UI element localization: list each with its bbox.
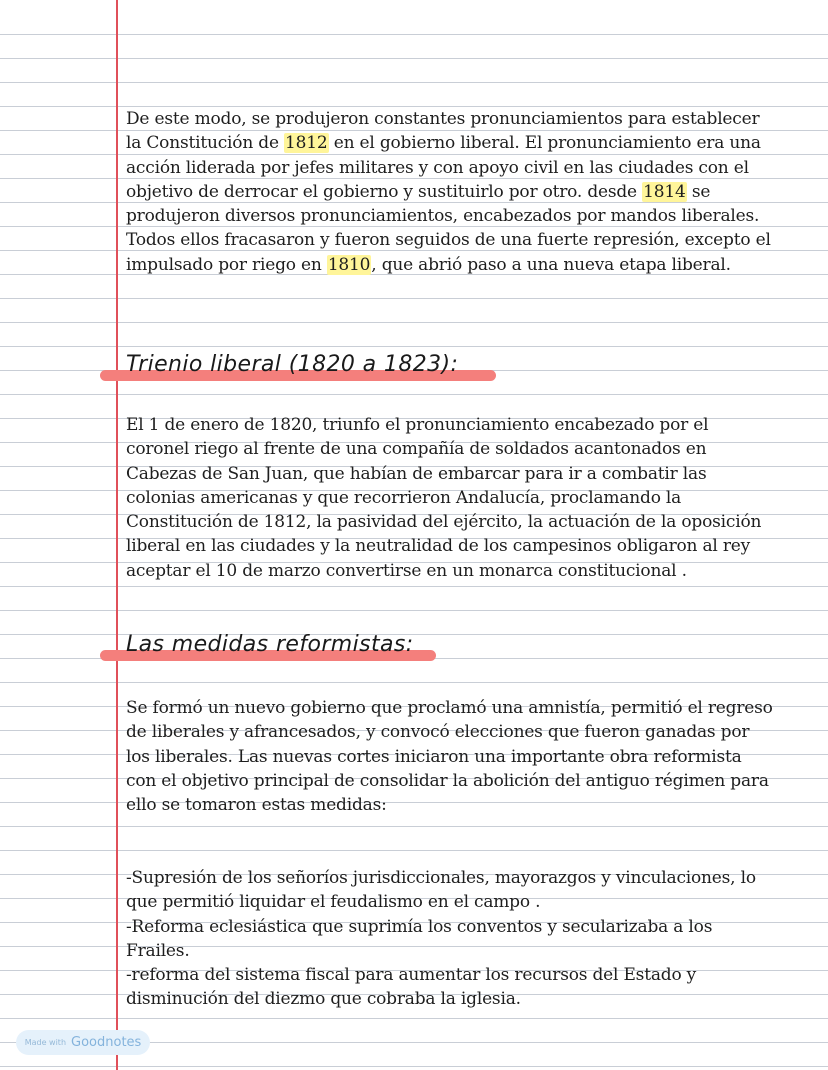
heading-trienio-text: Trienio liberal (1820 a 1823): (126, 352, 459, 377)
badge-small-text: Made with (24, 1038, 67, 1047)
list-item: -Reforma eclesiástica que suprimía los conventos y secularizaba a los Frailes. (126, 916, 713, 961)
list-item: -reforma del sistema fiscal para aumentar los recursos del Estado y disminución del diezmo que cobraba la iglesia. (126, 965, 697, 1010)
highlight-year-1812: 1812 (285, 133, 328, 154)
heading-trienio-liberal (100, 352, 498, 388)
paragraph-trienio-text: El 1 de enero de 1820, triunfo el pronunciamiento encabezado por el coronel riego al frente de una compañía de soldados acantonados en Cabezas de San Juan, que habían de embarcar para ir a combatir las colonias americanas y que recorrieron Andalucía, proclamando la Constitución de 1812, la pasividad del ejército, la actuación de la oposición liberal en las ciudades y la neutralidad de los campesinos obligaron al rey aceptar el 10 de marzo convertirse en un monarca constitucional . (126, 415, 762, 581)
paragraph-intro-text: De este modo, se produjeron constantes pronunciamientos para establecer la Constitución de 1812 en el gobierno liberal. El pronunciamiento era una acción liderada por jefes militares y con apoyo civil en las ciudades con el objetivo de derrocar el gobierno y sustituirlo por otro. desde 1814 se produjeron diversos pronunciamientos, encabezados por mandos liberales. Todos ellos fracasaron y fueron seguidos de una fuerte represión, excepto el impulsado por riego en 1810, que abrió paso a una nueva etapa liberal. (126, 109, 771, 275)
made-with-goodnotes-badge[interactable] (16, 1030, 150, 1055)
highlight-year-1810: 1810 (327, 254, 371, 275)
badge-brand-text: Goodnotes (71, 1035, 142, 1050)
paragraph-medidas (126, 696, 776, 817)
measures-list (126, 866, 776, 1012)
highlight-year-1814: 1814 (643, 181, 686, 202)
paragraph-trienio (126, 413, 776, 583)
margin-line (116, 0, 118, 1070)
heading-medidas-reformistas (100, 632, 438, 668)
heading-medidas-text: Las medidas reformistas: (126, 632, 414, 657)
list-item: -Supresión de los señoríos jurisdiccionales, mayorazgos y vinculaciones, lo que permitió liquidar el feudalismo en el campo . (126, 868, 756, 913)
paragraph-intro (126, 107, 776, 277)
paragraph-medidas-text: Se formó un nuevo gobierno que proclamó una amnistía, permitió el regreso de liberales y afrancesados, y convocó elecciones que fueron ganadas por los liberales. Las nuevas cortes iniciaron una importante obra reformista con el objetivo principal de consolidar la abolición del antiguo régimen para ello se tomaron estas medidas: (126, 698, 773, 816)
